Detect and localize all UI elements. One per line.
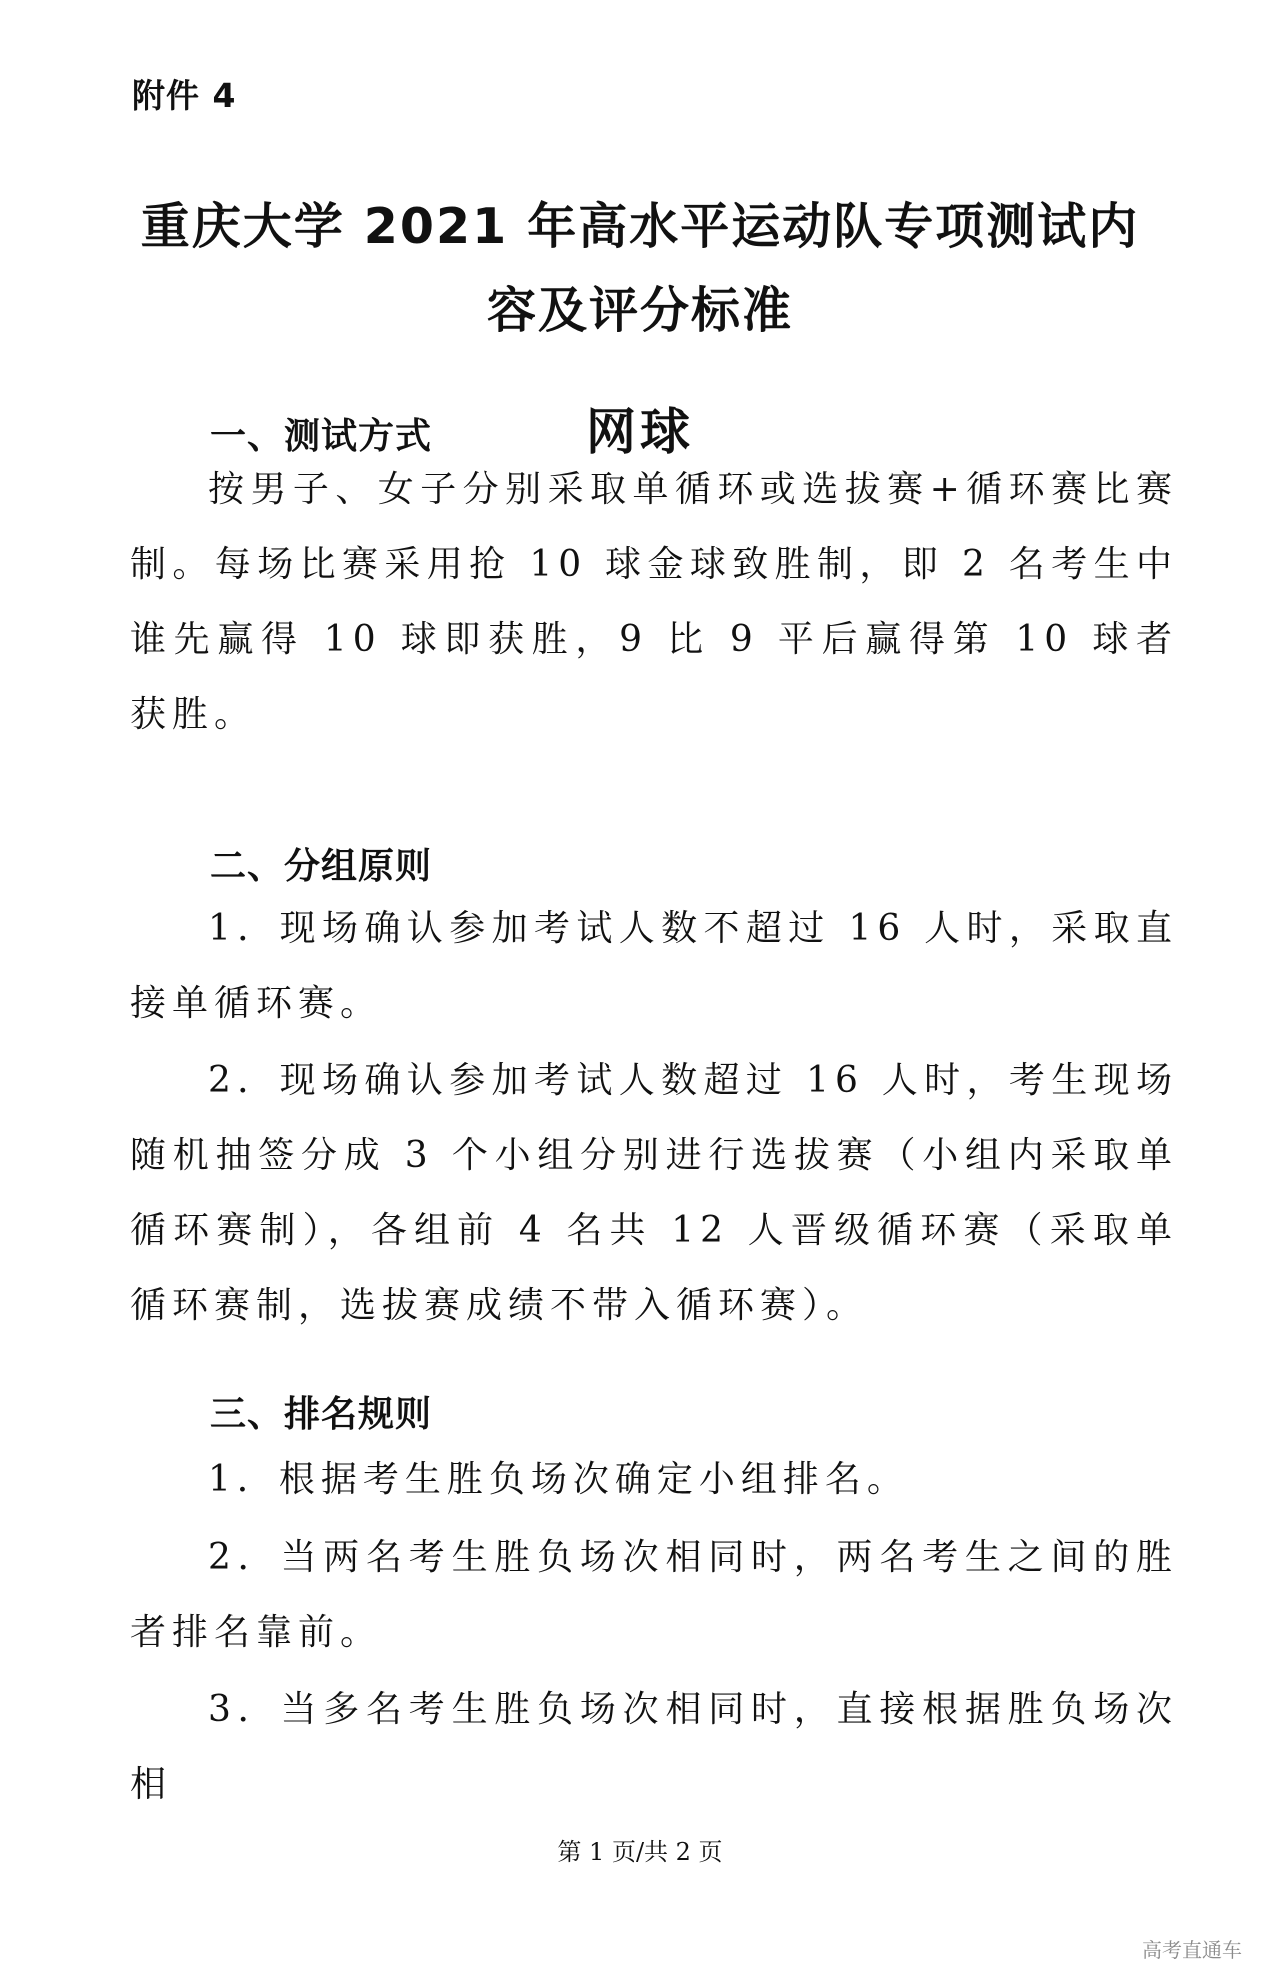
sport-title: 网球 — [586, 403, 694, 461]
section-paragraph: 按男子、女子分别采取单循环或选拔赛+循环赛比赛制。每场比赛采用抢 10 球金球致胜制，即 2 名考生中谁先赢得 10 球即获胜，9 比 9 平后赢得第 10 球者获胜。 — [130, 469, 1178, 735]
section-heading-grouping: 二、分组原则 — [210, 846, 433, 887]
document-title-line-1: 重庆大学 2021 年高水平运动队专项测试内 — [140, 198, 1140, 255]
section-heading-ranking: 三、排名规则 — [210, 1394, 433, 1435]
page-number-footer: 第 1 页/共 2 页 — [557, 1838, 723, 1866]
watermark: 高考直通车 — [1142, 1938, 1242, 1962]
section-heading-test-method: 一、测试方式 — [210, 416, 433, 457]
section-paragraph: 1．现场确认参加考试人数不超过 16 人时，采取直接单循环赛。 — [130, 908, 1178, 1024]
section-paragraph: 2．现场确认参加考试人数超过 16 人时，考生现场随机抽签分成 3 个小组分别进行选拔赛（小组内采取单循环赛制），各组前 4 名共 12 人晋级循环赛（采取单循环赛制，选拔赛成绩不带入循环赛）。 — [130, 1060, 1178, 1326]
document-title-line-2: 容及评分标准 — [486, 282, 793, 339]
attachment-label: 附件 4 — [132, 76, 237, 115]
document-title — [110, 185, 1170, 353]
section-paragraph: 2．当两名考生胜负场次相同时，两名考生之间的胜者排名靠前。 — [130, 1537, 1178, 1653]
section-paragraph: 1．根据考生胜负场次确定小组排名。 — [208, 1459, 909, 1500]
section-paragraph: 3．当多名考生胜负场次相同时，直接根据胜负场次相 — [130, 1689, 1178, 1805]
